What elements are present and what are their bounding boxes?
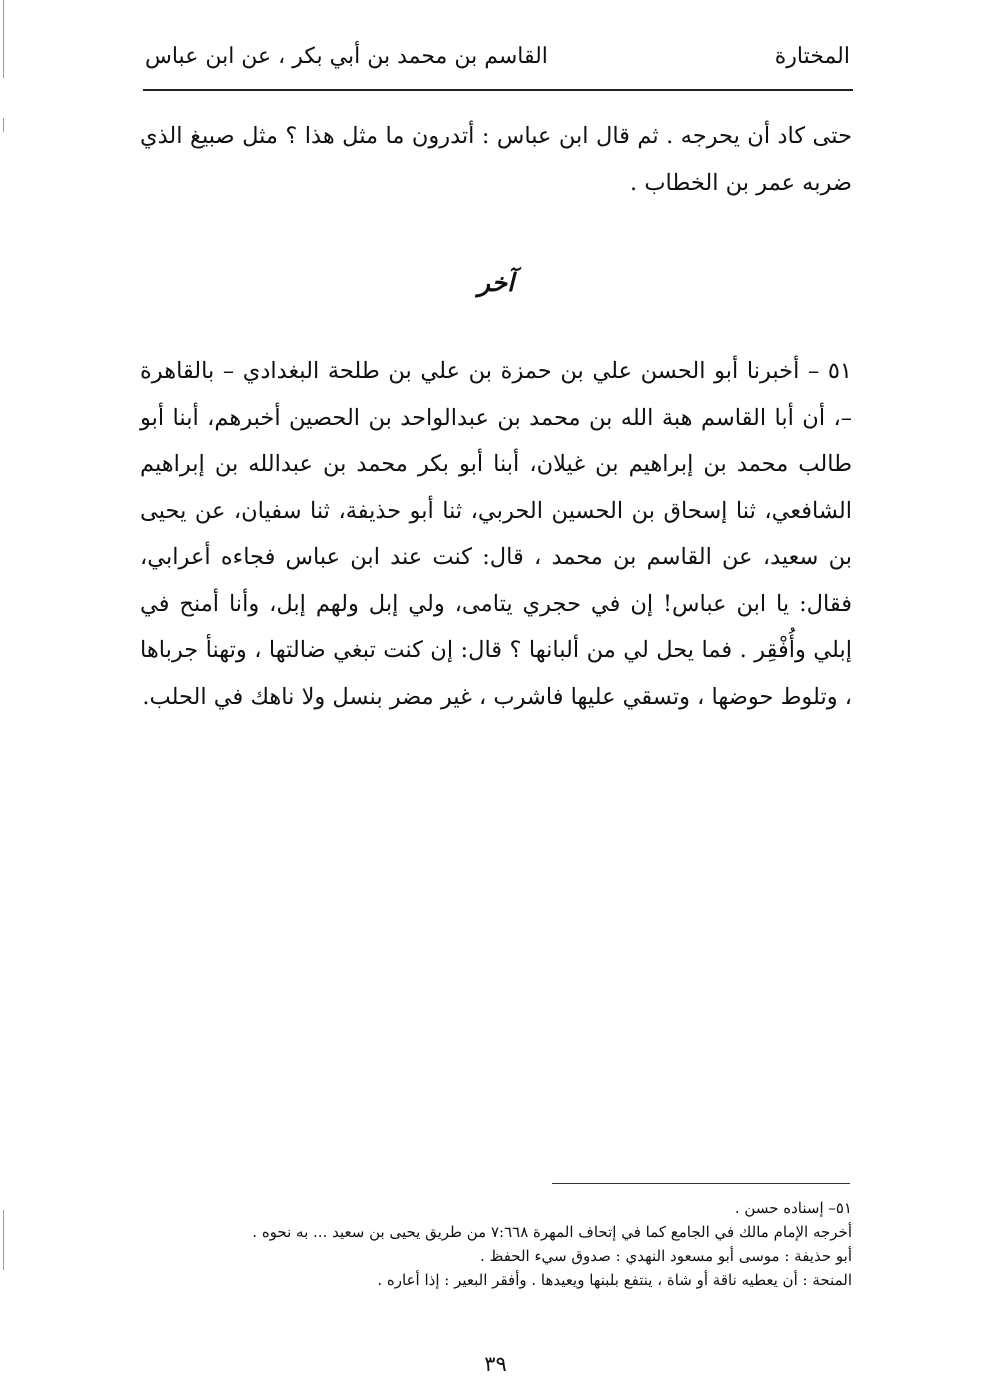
book-title: المختارة — [774, 44, 850, 69]
continuation-paragraph: حتى كاد أن يحرجه . ثم قال ابن عباس : أتدرون ما مثل هذا ؟ مثل صبيغ الذي ضربه عمر بن الخطاب . — [140, 123, 852, 196]
footnote-line: المنحة : أن يعطيه ناقة أو شاة ، ينتفع بلبنها ويعيدها . وأفقر البعير : إذا أعاره . — [377, 1271, 852, 1289]
scan-edge-mark — [3, 118, 4, 132]
footnotes — [140, 1196, 852, 1292]
chapter-title: القاسم بن محمد بن أبي بكر ، عن ابن عباس — [145, 44, 548, 69]
running-header — [145, 38, 850, 88]
page-number: ٣٩ — [484, 1352, 507, 1376]
section-title: آخر — [477, 268, 515, 297]
scan-edge-mark — [3, 0, 4, 78]
footnote-line: أبو حذيفة : موسى أبو مسعود النهدي : صدوق سيء الحفظ . — [479, 1247, 852, 1265]
footnote-rule — [552, 1183, 850, 1184]
header-rule — [143, 89, 853, 91]
footnote-line: أخرجه الإمام مالك في الجامع كما في إتحاف المهرة ٧:٦٦٨ من طريق يحيى بن سعيد ... به نحوه . — [252, 1223, 852, 1241]
hadith-paragraph: ٥١ – أخبرنا أبو الحسن علي بن حمزة بن علي بن طلحة البغدادي – بالقاهرة –، أن أبا القاسم هبة الله بن محمد بن عبدالواحد بن الحصين أخبرهم، أبنا أبو طالب محمد بن إبراهيم بن غيلان، أبنا أبو بكر محمد بن عبدالله بن إبراهيم الشافعي، ثنا إسحاق بن الحسين الحربي، ثنا أبو حذيفة، ثنا سفيان، عن يحيى بن سعيد، عن القاسم بن محمد ، قال: كنت عند ابن عباس فجاءه أعرابي، فقال: يا ابن عباس! إن في حجري يتامى، ولي إبل ولهم إبل، وأنا أمنح في إبلي وأُفْقِر . فما يحل لي من ألبانها ؟ قال: إن كنت تبغي ضالتها ، وتهنأ جرباها ، وتلوط حوضها ، وتسقي عليها فاشرب ، غير مضر بنسل ولا ناهك في الحلب. — [140, 358, 852, 710]
footnote-line: ٥١– إسناده حسن . — [734, 1199, 852, 1217]
scan-edge-mark — [3, 1210, 4, 1270]
